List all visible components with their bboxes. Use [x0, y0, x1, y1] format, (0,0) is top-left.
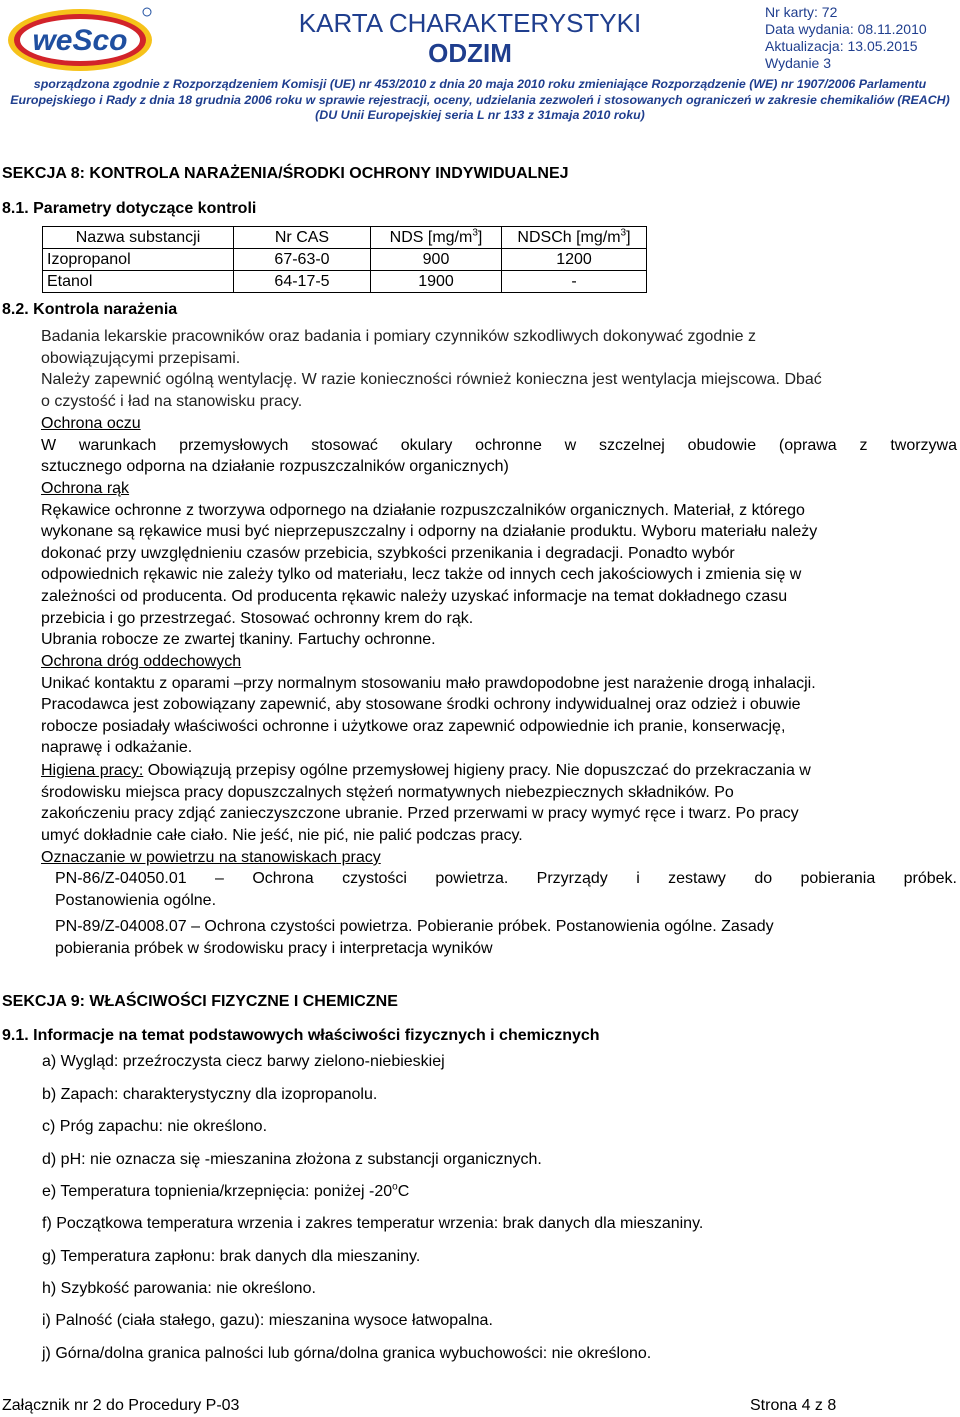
table-cell: -	[502, 271, 647, 293]
air-standard-2	[55, 916, 957, 959]
text-span: e) Temperatura topnienia/krzepnięcia: poniżej -20	[42, 1183, 393, 1200]
degree-sup: o	[392, 1181, 398, 1193]
section-8-1-title: 8.1. Parametry dotyczące kontroli	[2, 200, 257, 217]
regulation-line-3: (DU Unii Europejskiej seria L nr 133 z 31maja 2010 roku)	[315, 108, 645, 122]
control-parameters-table	[42, 226, 647, 293]
table-cell: 1900	[371, 271, 502, 293]
medical-exams-paragraph	[41, 326, 957, 412]
table-header-cell: Nr CAS	[234, 227, 371, 249]
page-number: Strona 4 z 8	[750, 1397, 837, 1414]
table-row	[43, 271, 647, 293]
logo-text: weSco	[32, 24, 128, 57]
text-line: Pracodawca jest zobowiązany zapewnić, aby stosowane środki ochrony indywidualnej oraz odzież i obuwie	[41, 696, 801, 714]
regulation-line-1: sporządzona zgodnie z Rozporządzeniem Komisji (UE) nr 453/2010 z dnia 20 maja 2010 roku zmieniające Rozporządzenie (WE) nr 1907/2006 Parlamentu	[33, 77, 927, 91]
table-header-cell: Nazwa substancji	[43, 227, 234, 249]
section-9-title: SEKCJA 9: WŁAŚCIWOŚCI FIZYCZNE I CHEMICZNE	[2, 993, 398, 1010]
text-line: Rękawice ochronne z tworzywa odpornego na działanie rozpuszczalników organicznych. Materiał, z którego	[41, 501, 805, 519]
text-line: Badania lekarskie pracowników oraz badania i pomiary czynników szkodliwych dokonywać zgodnie z	[41, 328, 757, 345]
property-item: h) Szybkość parowania: nie określono.	[42, 1280, 316, 1297]
work-hygiene-block	[41, 760, 957, 846]
hand-protection-title: Ochrona rąk	[41, 480, 130, 497]
respiratory-protection-block	[41, 651, 957, 759]
table-header-row	[43, 227, 647, 249]
text-line: Unikać kontaktu z oparami –przy normalnym stosowaniu mało prawdopodobne jest narażenie drogą inhalacji.	[41, 674, 816, 692]
text-line: PN-86/Z-04050.01 – Ochrona czystości powietrza. Przyrządy i zestawy do pobierania próbek.	[55, 870, 957, 887]
air-standard-1	[55, 868, 957, 911]
property-item: b) Zapach: charakterystyczny dla izopropanolu.	[42, 1086, 378, 1103]
text-line: Ubrania robocze ze zwartej tkaniny. Fartuchy ochronne.	[41, 631, 436, 649]
issue-date: Data wydania: 08.11.2010	[765, 21, 927, 37]
eye-protection-block	[41, 413, 957, 478]
text-line: zakończeniu pracy zdjąć zanieczyszczone ubranie. Przed przerwami w pracy wymyć ręce i twarz. Po pracy	[41, 805, 799, 823]
text-line: o czystość i ład na stanowisku pracy.	[41, 392, 303, 410]
property-item	[42, 1183, 409, 1201]
text-line: środowisku miejsca pracy dopuszczalnych stężeń normatywnych niebezpiecznych składników. Po	[41, 783, 734, 801]
regulation-line-2: Europejskiego i Rady z dnia 18 grudnia 2006 roku w sprawie rejestracji, oceny, udzielania zezwoleń i stosowanych ograniczeń w zakresie chemikaliów (REACH)	[10, 92, 950, 107]
text-line: zależności od producenta. Od producenta rękawic należy uzyskać informacje na temat dokładnego czasu	[41, 587, 788, 605]
table-header-cell: NDSCh $[mg/m^3]$	[502, 227, 647, 249]
table-row	[43, 249, 647, 271]
text-line: dokonać przy uwzględnieniu czasów przebicia, szybkości przenikania i degradacji. Ponadto wybór	[41, 544, 735, 562]
footer-attachment: Załącznik nr 2 do Procedury P-03	[2, 1397, 240, 1414]
text-line: obowiązującymi przepisami.	[41, 349, 241, 367]
table-cell: 1200	[502, 249, 647, 271]
wesco-logo-graphic	[6, 4, 154, 72]
regulation-note	[0, 77, 960, 124]
table-cell: 900	[371, 249, 502, 271]
air-measurement-title	[41, 847, 957, 869]
property-item: j) Górna/dolna granica palności lub górna/dolna granica wybuchowości: nie określono.	[42, 1345, 652, 1362]
property-item: c) Próg zapachu: nie określono.	[42, 1118, 268, 1135]
section-8-2-title: 8.2. Kontrola narażenia	[2, 301, 178, 318]
section-8-title: SEKCJA 8: KONTROLA NARAŻENIA/ŚRODKI OCHRONY INDYWIDUALNEJ	[2, 165, 569, 182]
text-line: Oznaczanie w powietrzu na stanowiskach pracy	[41, 849, 381, 866]
property-item: d) pH: nie oznacza się -mieszanina złożona z substancji organicznych.	[42, 1151, 542, 1168]
property-item: a) Wygląd: przeźroczysta ciecz barwy zielono-niebieskiej	[42, 1053, 445, 1070]
hand-protection-block	[41, 478, 957, 651]
property-item: i) Palność (ciała stałego, gazu): mieszanina wysoce łatwopalna.	[42, 1312, 493, 1329]
work-hygiene-title: Higiena pracy:	[41, 762, 144, 779]
text-line: wykonane są rękawice musi być nieprzepuszczalny i odporny na działanie produktu. Wyboru materiału należy	[41, 523, 818, 541]
text-line: robocze posiadały właściwości ochronne i użytkowe oraz zapewnić odpowiednie ich pranie, konserwację,	[41, 717, 786, 735]
table-cell: 67-63-0	[234, 249, 371, 271]
text-span: C	[397, 1183, 410, 1200]
product-name: ODZIM	[428, 38, 512, 68]
text-line: sztucznego odporna na działanie rozpuszczalników organicznych)	[41, 458, 509, 476]
text-line: przebicia i go przestrzegać. Stosować ochronny krem do rąk.	[41, 609, 474, 627]
eye-protection-title: Ochrona oczu	[41, 415, 141, 432]
text-line: Należy zapewnić ogólną wentylację. W razie konieczności również konieczna jest wentylacja miejscowa. Dbać	[41, 371, 822, 389]
title-line-1: KARTA CHARAKTERYSTYKI	[298, 8, 642, 38]
text-line: PN-89/Z-04008.07 – Ochrona czystości powietrza. Pobieranie próbek. Postanowienia ogólne. Zasady	[55, 918, 774, 935]
table-cell: Izopropanol	[43, 249, 234, 271]
text-line: W warunkach przemysłowych stosować okulary ochronne w szczelnej obudowie (oprawa z tworzywa	[41, 436, 957, 454]
update-date: Aktualizacja: 13.05.2015	[765, 38, 918, 54]
respiratory-protection-title: Ochrona dróg oddechowych	[41, 653, 242, 670]
card-number: Nr karty: 72	[765, 4, 838, 20]
property-item: g) Temperatura zapłonu: brak danych dla mieszaniny.	[42, 1248, 421, 1265]
table-header-cell: NDS $[mg/m^3]$	[371, 227, 502, 249]
text-line	[41, 760, 957, 782]
text-line: umyć dokładnie całe ciało. Nie jeść, nie pić, nie palić podczas pracy.	[41, 826, 523, 844]
table-cell: Etanol	[43, 271, 234, 293]
text-line: pobierania próbek w środowisku pracy i interpretacja wyników	[55, 939, 493, 957]
section-9-1-title: 9.1. Informacje na temat podstawowych właściwości fizycznych i chemicznych	[2, 1027, 600, 1044]
document-title	[290, 8, 650, 68]
text-line: Postanowienia ogólne.	[55, 891, 217, 909]
document-meta	[765, 4, 927, 72]
edition: Wydanie 3	[765, 55, 832, 71]
text-line: odpowiednich rękawic nie zależy tylko od materiału, lecz także od innych cech jakościowych i zmienia się w	[41, 566, 802, 584]
property-item: f) Początkowa temperatura wrzenia i zakres temperatur wrzenia: brak danych dla mieszaniny.	[42, 1215, 704, 1232]
wesco-logo	[6, 4, 154, 72]
text-line: naprawę i odkażanie.	[41, 739, 193, 757]
table-cell: 64-17-5	[234, 271, 371, 293]
text-span: Obowiązują przepisy ogólne przemysłowej higieny pracy. Nie dopuszczać do przekraczania w	[143, 762, 811, 779]
